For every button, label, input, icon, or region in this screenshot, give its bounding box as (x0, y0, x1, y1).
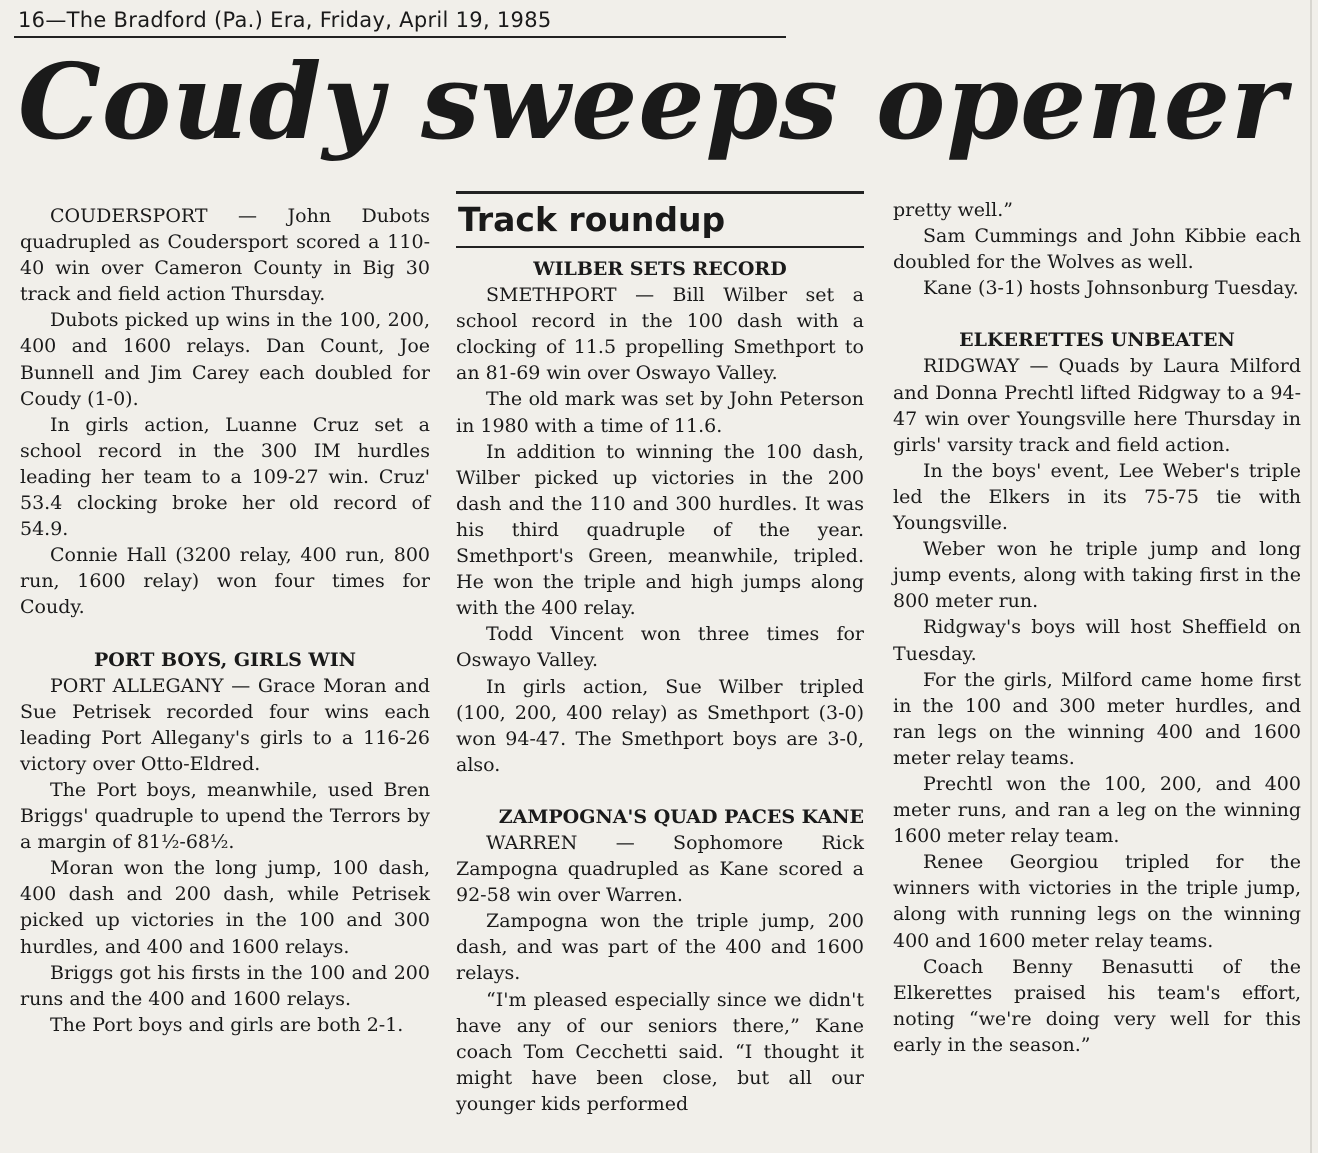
paragraph: For the girls, Milford came home first in the 100 and 300 meter hurdles, and ran legs on the winning 400 and 1600 meter relay teams. (893, 668, 1301, 769)
paragraph: Sam Cummings and John Kibbie each doubled for the Wolves as well. (893, 225, 1301, 274)
column-2 (456, 256, 864, 1117)
paragraph: Zampogna won the triple jump, 200 dash, and was part of the 400 and 1600 relays. (456, 910, 864, 985)
subhead-zampogna: ZAMPOGNA'S QUAD PACES KANE (498, 805, 864, 828)
paragraph: The Port boys, meanwhile, used Bren Briggs' quadruple to upend the Terrors by a margin of 81½-68½. (20, 778, 430, 854)
headline: Coudy sweeps opener (18, 40, 1287, 163)
paragraph: COUDERSPORT — John Dubots quadrupled as Coudersport scored a 110-40 win over Cameron County in Big 30 track and field action Thursday. (20, 205, 430, 306)
dateline: 16—The Bradford (Pa.) Era, Friday, April 19, 1985 (18, 8, 552, 32)
paragraph: SMETHPORT — Bill Wilber set a school record in the 100 dash with a clocking of 11.5 propelling Smethport to an 81-69 win over Oswayo Valley. (456, 284, 864, 385)
column-3 (893, 197, 1301, 1058)
paragraph: Connie Hall (3200 relay, 400 run, 800 run, 1600 relay) won four times for Coudy. (20, 544, 430, 619)
paragraph: Moran won the long jump, 100 dash, 400 dash and 200 dash, while Petrisek picked up victories in the 100 and 300 hurdles, and 400 and 1600 relays. (20, 857, 430, 958)
paragraph: In girls action, Sue Wilber tripled (100, 200, 400 relay) as Smethport (3-0) won 94-47. The Smethport boys are 3-0, also. (456, 675, 864, 776)
paragraph: RIDGWAY — Quads by Laura Milford and Donna Prechtl lifted Ridgway to a 94-47 win over Youngsville here Thursday in girls' varsity track and field action. (893, 355, 1301, 456)
paragraph: PORT ALLEGANY — Grace Moran and Sue Petrisek recorded four wins each leading Port Allegany's girls to a 116-26 victory over Otto-Eldred. (20, 674, 430, 775)
paragraph: Ridgway's boys will host Sheffield on Tuesday. (893, 616, 1301, 665)
subhead-port-boys-girls: PORT BOYS, GIRLS WIN (93, 648, 357, 671)
paragraph: The Port boys and girls are both 2-1. (50, 1013, 404, 1036)
paragraph: Briggs got his firsts in the 100 and 200 runs and the 400 and 1600 relays. (20, 961, 430, 1010)
paragraph: WARREN — Sophomore Rick Zampogna quadrupled as Kane scored a 92-58 win over Warren. (456, 831, 864, 907)
roundup-bottom-rule (456, 246, 864, 248)
paragraph: Weber won he triple jump and long jump events, along with taking first in the 800 meter run. (893, 538, 1301, 613)
paragraph: pretty well.” (893, 199, 1013, 221)
paragraph: The old mark was set by John Peterson in 1980 with a time of 11.6. (456, 388, 864, 437)
roundup-top-rule (456, 191, 864, 194)
paragraph: Coach Benny Benasutti of the Elkerettes praised his team's effort, noting “we're doing very well for this early in the season.” (893, 955, 1301, 1056)
paragraph: In addition to winning the 100 dash, Wilber picked up victories in the 200 dash and the 110 and 300 hurdles. It was his third quadruple of the year. Smethport's Green, meanwhile, tripled. He won the triple and high jumps along with the 400 relay. (456, 440, 864, 620)
paragraph: In girls action, Luanne Cruz set a school record in the 300 IM hurdles leading her team to a 109-27 win. Cruz' 53.4 clocking broke her old record of 54.9. (20, 413, 430, 541)
paragraph: Prechtl won the 100, 200, and 400 meter runs, and ran a leg on the winning 1600 meter relay team. (893, 772, 1301, 848)
roundup-title: Track roundup (458, 200, 726, 239)
paragraph: Todd Vincent won three times for Oswayo Valley. (456, 623, 864, 672)
column-1 (20, 203, 430, 1038)
subhead-elkerettes: ELKERETTES UNBEATEN (959, 329, 1235, 352)
subhead-wilber: WILBER SETS RECORD (533, 258, 787, 280)
paragraph: “I'm pleased especially since we didn't have any of our seniors there,” Kane coach Tom Cecchetti said. “I thought it might have been close, but all our younger kids performed (456, 988, 864, 1115)
paragraph: In the boys' event, Lee Weber's triple led the Elkers in its 75-75 tie with Youngsville. (893, 459, 1301, 535)
paragraph: Kane (3-1) hosts Johnsonburg Tuesday. (923, 277, 1299, 300)
page-edge (1310, 0, 1312, 1153)
paragraph: Dubots picked up wins in the 100, 200, 400 and 1600 relays. Dan Count, Joe Bunnell and Jim Carey each doubled for Coudy (1-0). (20, 309, 430, 410)
paragraph: Renee Georgiou tripled for the winners with victories in the triple jump, along with running legs on the winning 400 and 1600 meter relay teams. (893, 851, 1301, 952)
dateline-rule (14, 36, 786, 38)
